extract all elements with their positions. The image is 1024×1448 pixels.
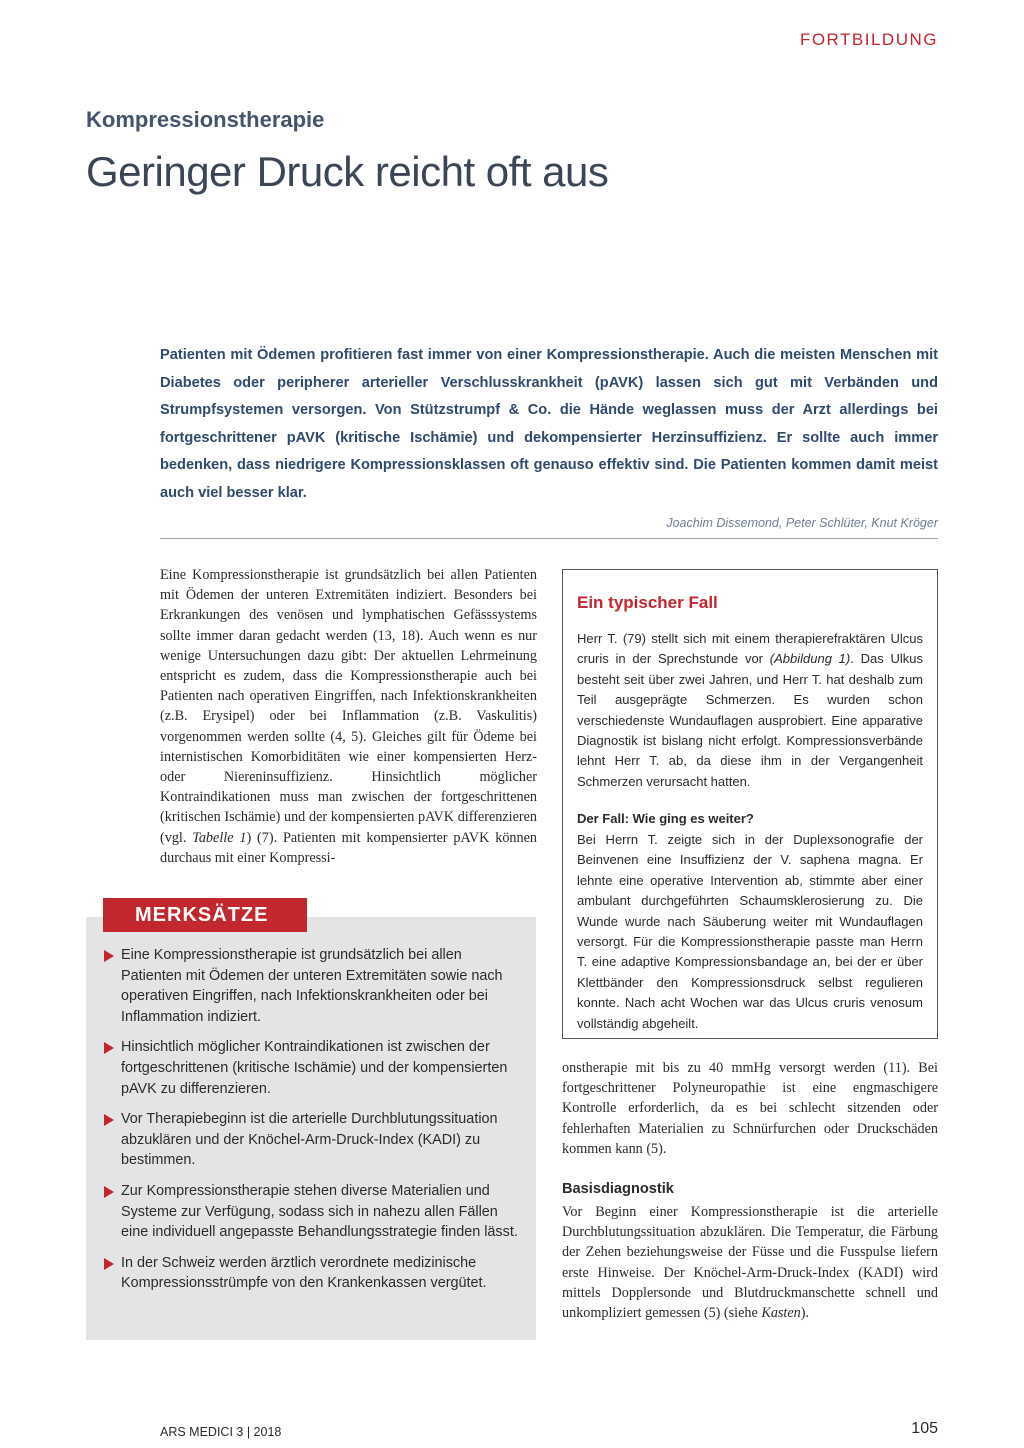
list-item	[104, 1181, 518, 1243]
body-text: Eine Kompressionstherapie ist grundsätzlich bei allen Patienten mit Ödemen der unteren Extremitäten indiziert. Besonders bei Erkrankungen des venösen und lymphatischen Gefässsystems sollte immer daran gedacht werden (13, 18). Auch wenn es nur wenige Untersuchungen dazu gibt: Der aktuellen Lehrmeinung entspricht es zudem, dass die Kompressionstherapie auch bei Patienten nach operativen Eingriffen, nach Infektionskrankheiten (z.B. Erysipel) oder bei Inflammation (z.B. Vaskulitis) vorgenommen werden sollte (4, 5). Gleiches gilt für Ödeme bei internistischen Komorbiditäten wie einer kompensierten Herz- oder Niereninsuffizienz. Hinsichtlich möglicher Kontraindikationen muss man zwischen der fortgeschrittenen (kritischen Ischämie) und der kompensierten pAVK differenzieren (vgl.	[160, 567, 537, 846]
body-text: Vor Beginn einer Kompressionstherapie ist die arterielle Durchblutungssituation abzuklären. Die Temperatur, die Färbung der Zehen beziehungsweise der Füsse und die Fusspulse liefern erste Hinweise. Der Knöchel-Arm-Druck-Index (KADI) wird mittels Dopplersonde und Blutdruckmanschette schnell und unkompliziert gemessen (5) (siehe	[562, 1204, 938, 1322]
case-paragraph: Bei Herrn T. zeigte sich in der Duplexsonografie der Beinvenen eine Insuffizienz der V. saphena magna. Er lehnte eine operative Intervention ab, stimmte aber einer ambulant durchgeführten Schaumsklerosierung zu. Die Wunde wurde nach Säuberung weiter mit Wundauflagen versorgt. Für die Kompressionstherapie passte man Herrn T. eine adaptive Kompressionsbandage an, bei der er über Klettbänder den Kompressionsdruck selbst regulieren konnte. Nach acht Wochen war das Ulcus cruris venosum vollständig abgeheilt.	[577, 832, 923, 1031]
lead-paragraph: Patienten mit Ödemen profitieren fast immer von einer Kompressionstherapie. Auch die meisten Menschen mit Diabetes oder peripherer arterieller Verschlusskrankheit (pAVK) lassen sich gut mit Verbänden und Strumpfsystemen versorgen. Von Stützstrumpf & Co. die Hände weglassen muss der Arzt allerdings bei fortgeschrittener pAVK (kritische Ischämie) und dekompensierter Herzinsuffizienz. Er sollte auch immer bedenken, dass niedrigere Kompressionsklassen oft genauso effektiv sind. Die Patienten kommen damit meist auch viel besser klar.	[160, 347, 938, 501]
case-subtitle: Der Fall: Wie ging es weiter?	[577, 811, 754, 826]
list-item-text: In der Schweiz werden ärztlich verordnete medizinische Kompressionsstrümpfe von den Krankenkassen vergütet.	[121, 1254, 487, 1292]
body-column-right: onstherapie mit bis zu 40 mmHg versorgt werden (11). Bei fortgeschrittener Polyneuropathie ist eine engmaschigere Kontrolle erforderlich, da es bei schlecht sitzenden oder fehlerhaften Materialien zu Schnürfurchen oder Druckschäden kommen kann (5).	[562, 1060, 938, 1157]
body-text: ).	[800, 1305, 810, 1322]
box-reference: Kasten	[761, 1305, 801, 1322]
triangle-bullet-icon	[104, 950, 114, 962]
page-number: 105	[911, 1420, 938, 1437]
article-headline: Geringer Druck reicht oft aus	[86, 148, 609, 195]
list-item	[104, 1037, 518, 1099]
triangle-bullet-icon	[104, 1186, 114, 1198]
authors: Joachim Dissemond, Peter Schlüter, Knut Kröger	[666, 516, 938, 530]
figure-reference: (Abbildung 1)	[769, 651, 851, 667]
triangle-bullet-icon	[104, 1042, 114, 1054]
list-item	[104, 1109, 518, 1171]
list-item-text: Eine Kompressionstherapie ist grundsätzlich bei allen Patienten mit Ödemen der unteren Extremitäten sowie nach operativen Eingriffen, nach Infektionskrankheiten oder bei Inflammation indiziert.	[121, 947, 503, 1025]
section-label: FORTBILDUNG	[799, 30, 938, 49]
list-item	[104, 945, 518, 1027]
body-column-right-continued	[562, 1202, 938, 1323]
table-reference: Tabelle 1	[192, 829, 247, 846]
list-item	[104, 1253, 518, 1294]
body-text: ) (7). Patienten mit kompensierter pAVK können durchaus mit einer Kompressi-	[160, 829, 537, 866]
list-item-text: Zur Kompressionstherapie stehen diverse Materialien und Systeme zur Verfügung, sodass sich in nahezu allen Fällen eine individuell angepasste Behandlungsstrategie finden lässt.	[121, 1182, 518, 1241]
merksaetze-list	[104, 945, 518, 1304]
journal-info: ARS MEDICI 3 | 2018	[160, 1425, 282, 1439]
article-kicker: Kompressionstherapie	[86, 107, 325, 132]
merksaetze-title: MERKSÄTZE	[103, 898, 307, 932]
section-subhead: Basisdiagnostik	[562, 1181, 674, 1197]
case-text: Herr T. (79) stellt sich mit einem therapierefraktären Ulcus cruris in der Sprechstunde vor	[577, 631, 923, 667]
divider	[160, 538, 938, 539]
triangle-bullet-icon	[104, 1258, 114, 1270]
case-paragraph	[577, 629, 923, 792]
case-text: . Das Ulkus besteht seit über zwei Jahren, und Herr T. hat deshalb zum Teil ausgeprägte Schmerzen. Es wurden schon verschiedenste Wundauflagen ausprobiert. Eine apparative Diagnostik ist bislang nicht erfolgt. Kompressionsverbände lehnt Herr T. ab, da diese ihm in der Vergangenheit Schmerzen verursacht hatten.	[577, 651, 924, 789]
case-title: Ein typischer Fall	[577, 593, 718, 612]
triangle-bullet-icon	[104, 1114, 114, 1126]
list-item-text: Vor Therapiebeginn ist die arterielle Durchblutungssituation abzuklären und der Knöchel-Arm-Druck-Index (KADI) zu bestimmen.	[121, 1111, 498, 1169]
list-item-text: Hinsichtlich möglicher Kontraindikationen ist zwischen der fortgeschrittenen (kritische Ischämie) und der kompensierten pAVK zu differenzieren.	[121, 1039, 508, 1097]
body-column-left	[160, 565, 537, 868]
